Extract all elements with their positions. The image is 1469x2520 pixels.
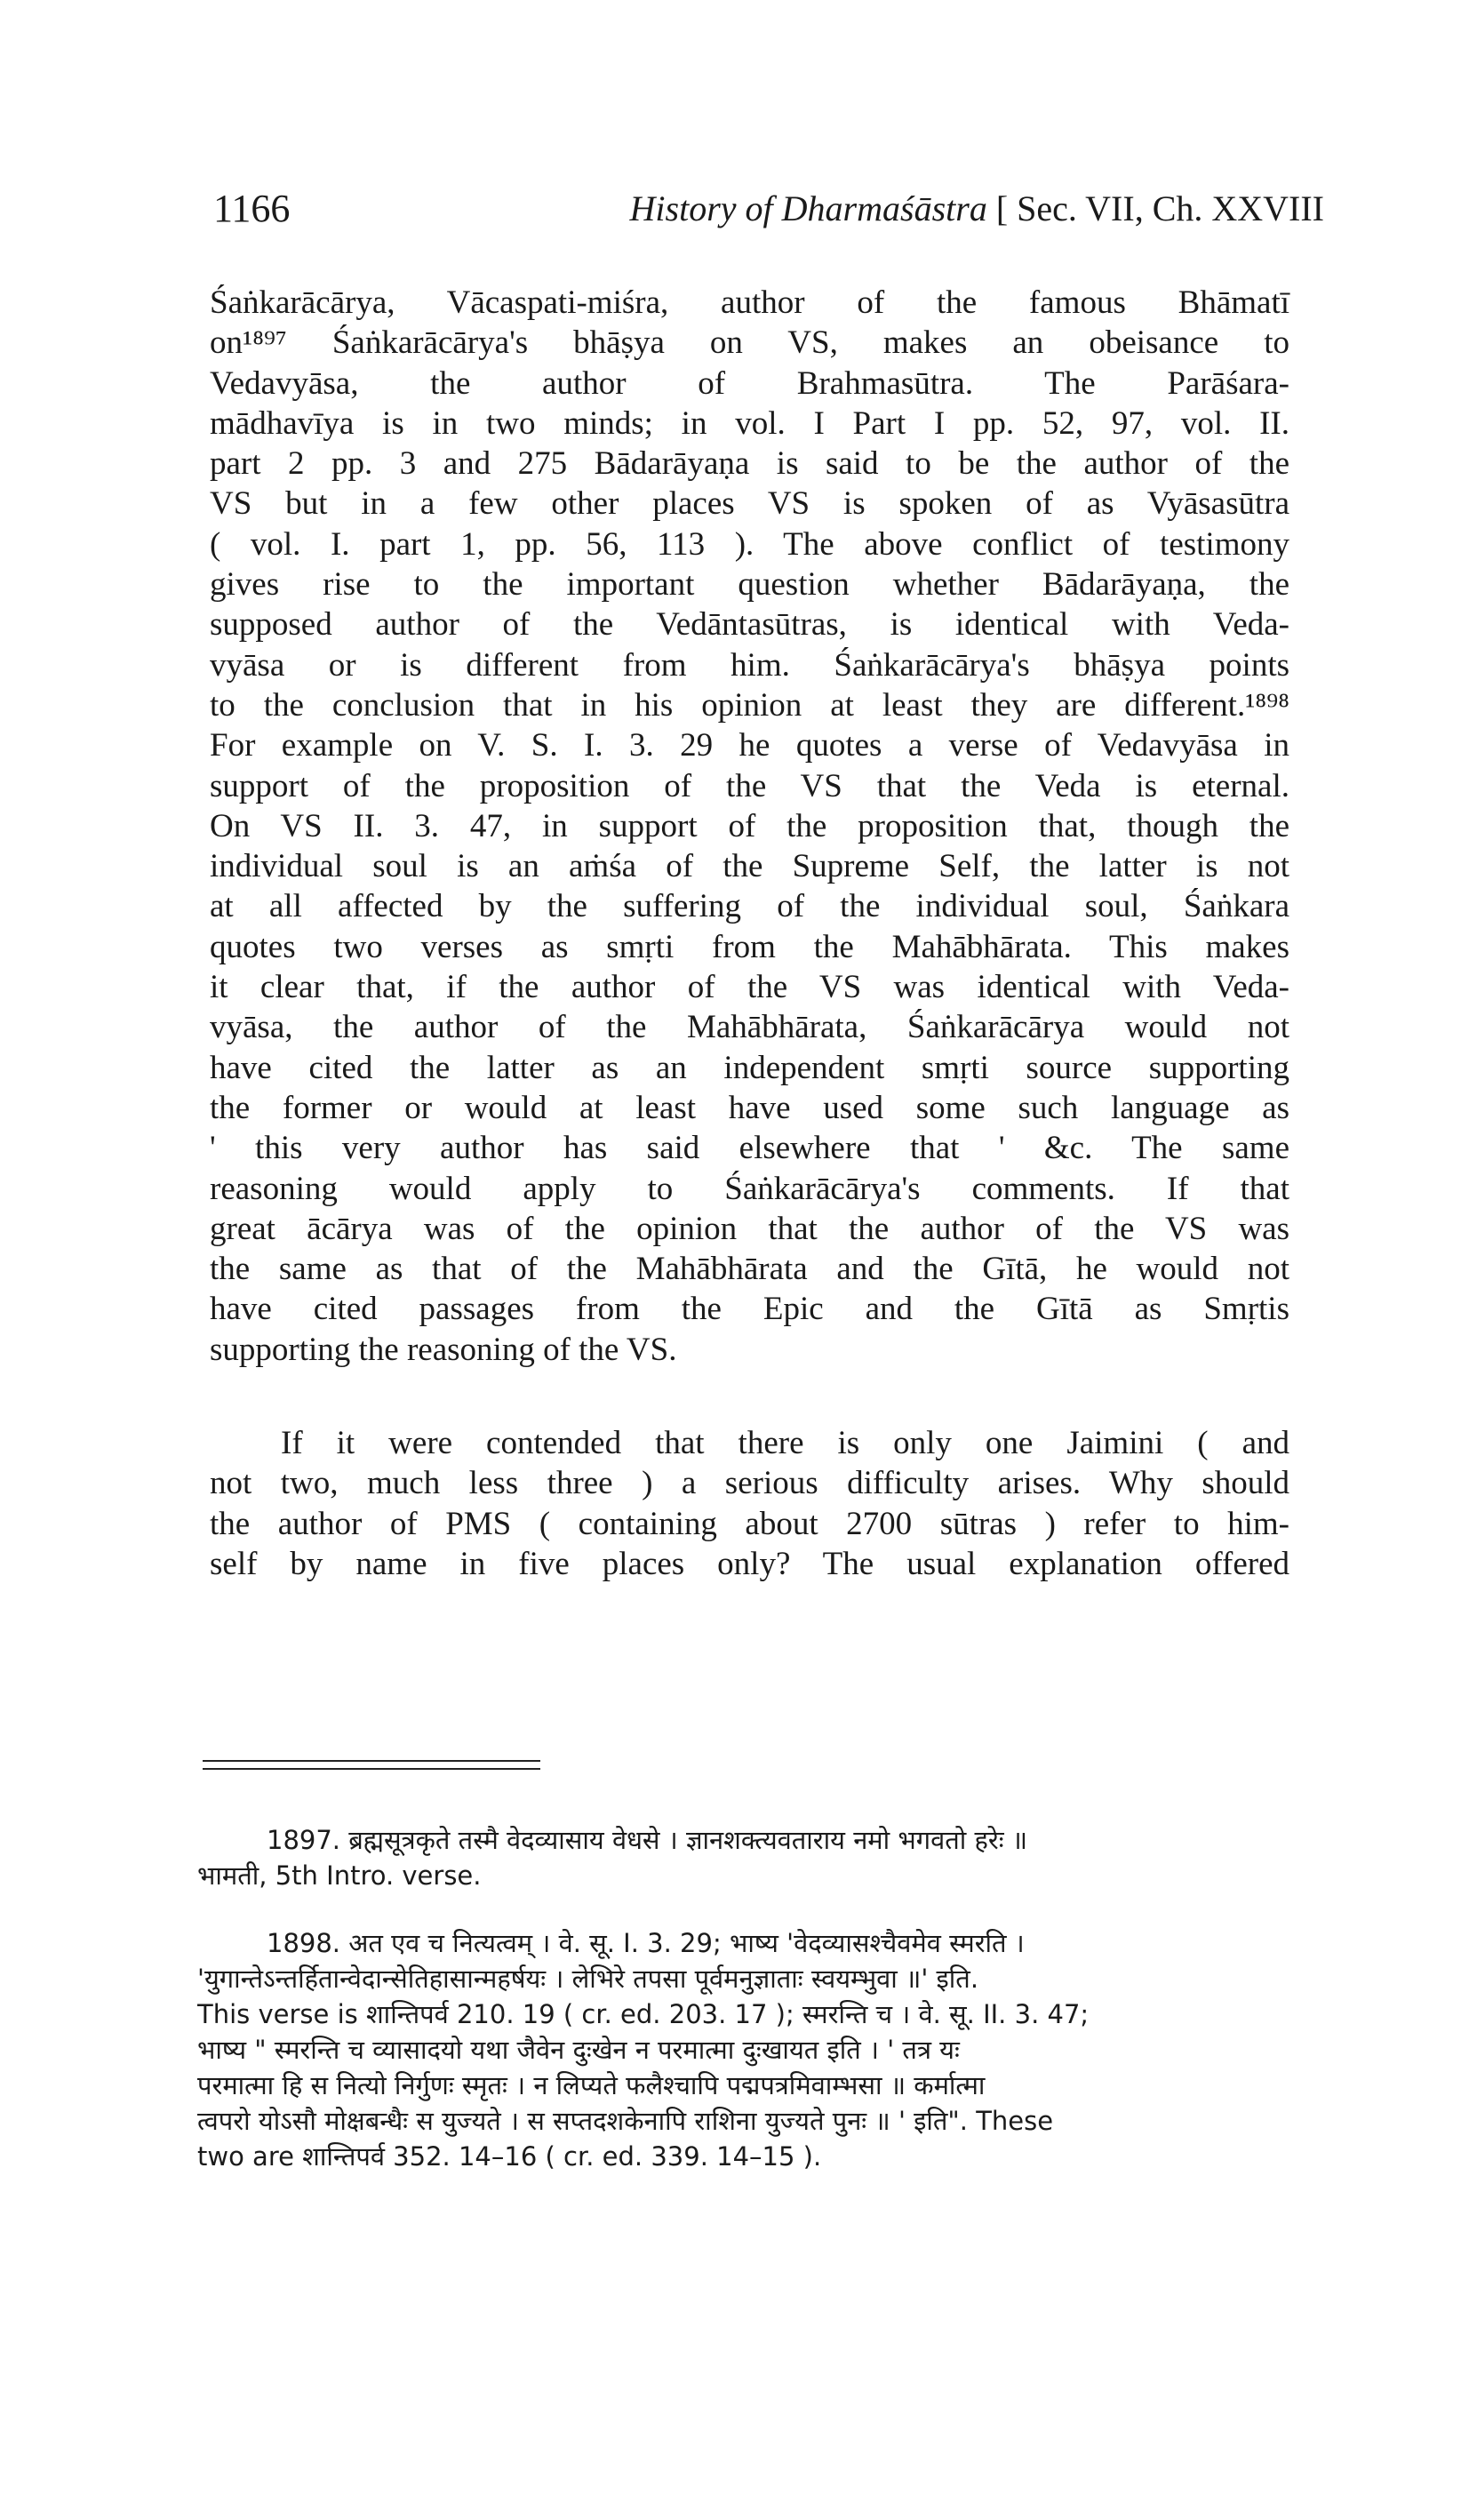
text-line: quotes two verses as smṛti from the Mahābhārata. This makes [210,928,1289,965]
text-line: On VS II. 3. 47, in support of the proposition that, though the [210,807,1289,844]
footnote-line: भाष्य " स्मरन्ति च व्यासादयो यथा जैवेन दुःखेन न परमात्मा दुःखायत इति । ' तत्र यः [197,2035,960,2065]
footnote-line: 1898. अत एव च नित्यत्वम् । वे. सू. I. 3. 29; भाष्य 'वेदव्यासश्चैवमेव स्मरति । [267,1928,1025,1958]
footnote-1898 [197,1925,1299,2174]
text-line: have cited passages from the Epic and the Gītā as Smṛtis [210,1291,1289,1328]
footnote-line: परमात्मा हि स नित्यो निर्गुणः स्मृतः । न लिप्यते फलैश्चापि पद्मपत्रमिवाम्भसा ॥ कर्मात्मा [197,2070,986,2100]
paragraph-1 [210,283,1289,1370]
text-line: not two, much less three ) a serious difficulty arises. Why should [210,1465,1289,1502]
footnote-line: This verse is शान्तिपर्व 210. 19 ( cr. ed. 203. 17 ); स्मरन्ति च । वे. सू. II. 3. 47; [197,1999,1090,2029]
text-line: For example on V. S. I. 3. 29 he quotes a verse of Vedavyāsa in [210,727,1289,764]
text-line: reasoning would apply to Śaṅkarācārya's comments. If that [210,1170,1289,1207]
footnote-gap [197,1893,1299,1925]
footnote-separator [203,1760,540,1776]
text-line: it clear that, if the author of the VS was identical with Veda- [210,969,1289,1006]
paragraph-2 [210,1423,1289,1584]
text-line: to the conclusion that in his opinion at least they are different.¹⁸⁹⁸ [210,686,1289,724]
text-line: on¹⁸⁹⁷ Śaṅkarācārya's bhāṣya on VS, makes an obeisance to [210,324,1289,362]
footnotes [197,1822,1299,2174]
text-line: VS but in a few other places VS is spoken of as Vyāsasūtra [210,485,1289,523]
text-line: the author of PMS ( containing about 2700 sūtras ) refer to him- [210,1505,1289,1542]
text-line: ( vol. I. part 1, pp. 56, 113 ). The above conflict of testimony [210,525,1289,563]
text-line: Vedavyāsa, the author of Brahmasūtra. The Parāśara- [210,364,1289,402]
text-line: individual soul is an aṁśa of the Supreme Self, the latter is not [210,848,1289,885]
text-line: the same as that of the Mahābhārata and the Gītā, he would not [210,1251,1289,1288]
text-line: great ācārya was of the opinion that the author of the VS was [210,1210,1289,1247]
text-line: part 2 pp. 3 and 275 Bādarāyaṇa is said to be the author of the [210,445,1289,483]
footnote-line: त्वपरो योऽसौ मोक्षबन्धैः स युज्यते । स सप्तदशकेनापि राशिना युज्यते पुनः ॥ ' इति". These [197,2106,1054,2136]
text-line: If it were contended that there is only one Jaimini ( and [281,1425,1289,1462]
page-header [213,182,1324,236]
text-line: vyāsa, the author of the Mahābhārata, Śaṅkarācārya would not [210,1009,1289,1046]
running-head-title: History of Dharmaśāstra [629,188,987,228]
text-line: support of the proposition of the VS that the Veda is eternal. [210,767,1289,804]
running-head-section: [ Sec. VII, Ch. XXVIII [986,188,1324,228]
text-line: vyāsa or is different from him. Śaṅkarācārya's bhāṣya points [210,646,1289,684]
text-line: Śaṅkarācārya, Vācaspati-miśra, author of the famous Bhāmatī [210,284,1289,321]
body-text [210,283,1289,1584]
footnote-line: 'युगान्तेऽन्तर्हितान्वेदान्सेतिहासान्महर्षयः । लेभिरे तपसा पूर्वमनुज्ञाताः स्वयम्भुवा ॥' इति. [197,1964,979,1994]
text-line: gives rise to the important question whether Bādarāyaṇa, the [210,566,1289,604]
running-head [630,182,1324,236]
text-line: supporting the reasoning of the VS. [210,1331,677,1368]
text-line: self by name in five places only? The usual explanation offered [210,1545,1289,1582]
text-line: supposed author of the Vedāntasūtras, is identical with Veda- [210,606,1289,644]
text-line: the former or would at least have used some such language as [210,1089,1289,1126]
text-line: at all affected by the suffering of the individual soul, Śaṅkara [210,888,1289,925]
footnote-line: 1897. ब्रह्मसूत्रकृते तस्मै वेदव्यासाय वेधसे । ज्ञानशक्त्यवताराय नमो भगवतो हरेः ॥ [267,1825,1028,1855]
footnote-1897 [197,1822,1299,1893]
footnote-line: two are शान्तिपर्व 352. 14–16 ( cr. ed. 339. 14–15 ). [197,2141,822,2172]
page-number: 1166 [213,187,291,230]
text-line: ' this very author has said elsewhere that ' &c. The same [210,1130,1289,1167]
paragraph-gap [210,1370,1289,1423]
text-line: have cited the latter as an independent smṛti source supporting [210,1049,1289,1086]
text-line: mādhavīya is in two minds; in vol. I Part I pp. 52, 97, vol. II. [210,404,1289,442]
footnote-line: भामती, 5th Intro. verse. [197,1860,482,1891]
